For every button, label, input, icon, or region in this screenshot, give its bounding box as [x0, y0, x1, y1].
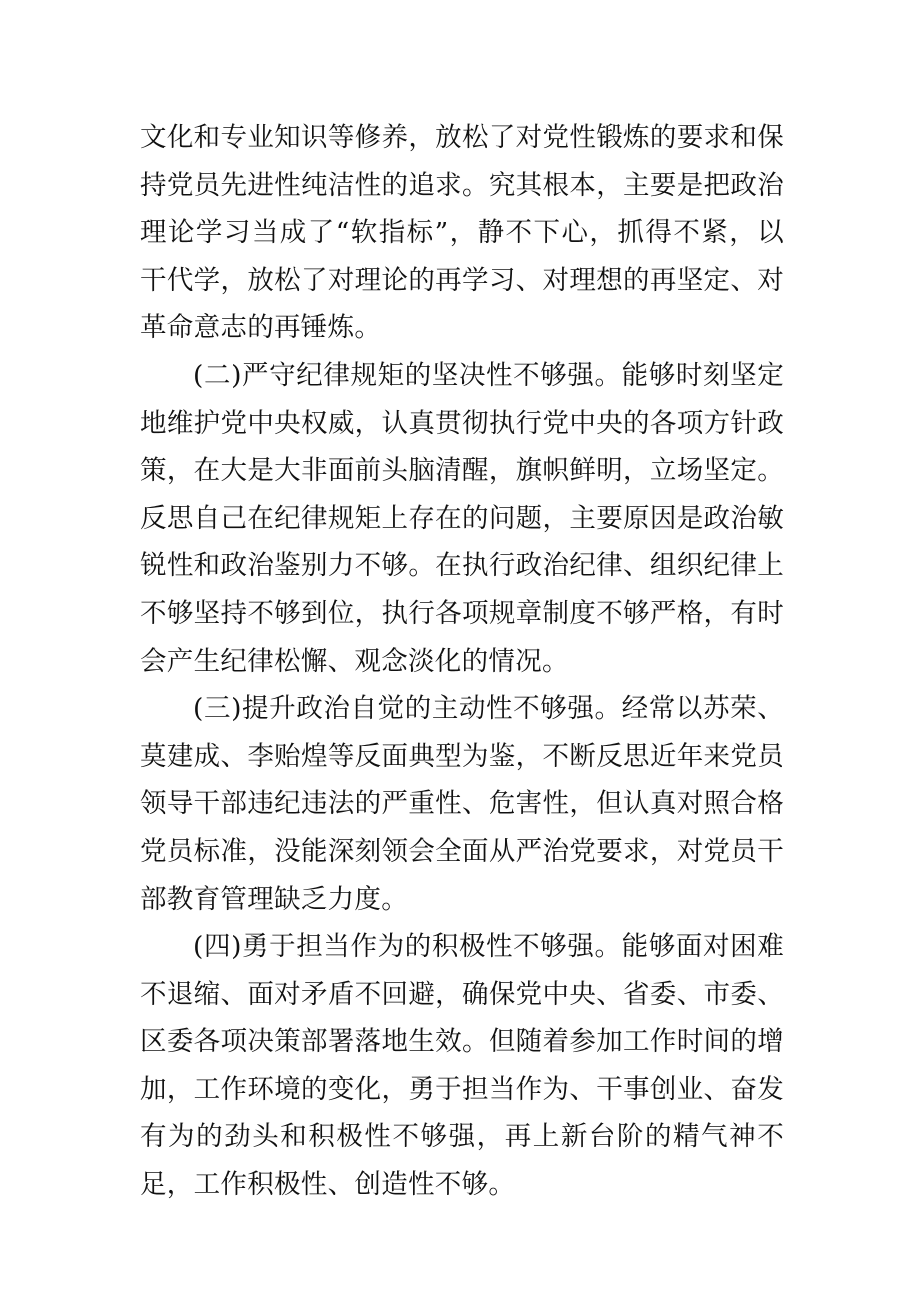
paragraph-section-two: (二)严守纪律规矩的坚决性不够强。能够时刻坚定地维护党中央权威，认真贯彻执行党中央的各项方针政策，在大是大非面前头脑清醒，旗帜鲜明，立场坚定。反思自己在纪律规矩上存在的问题，主要原因是政治敏锐性和政治鉴别力不够。在执行政治纪律、组织纪律上不够坚持不够到位，执行各项规章制度不够严格，有时会产生纪律松懈、观念淡化的情况。 — [140, 359, 784, 677]
paragraph-section-three: (三)提升政治自觉的主动性不够强。经常以苏荣、莫建成、李贻煌等反面典型为鉴，不断反思近年来党员领导干部违纪违法的严重性、危害性，但认真对照合格党员标准，没能深刻领会全面从严治党要求，对党员干部教育管理缺乏力度。 — [140, 693, 784, 915]
document-body — [140, 114, 784, 1209]
paragraph-continuation: 文化和专业知识等修养，放松了对党性锻炼的要求和保持党员先进性纯洁性的追求。究其根本，主要是把政治理论学习当成了“软指标”，静不下心，抓得不紧，以干代学，放松了对理论的再学习、对理想的再坚定、对革命意志的再锤炼。 — [140, 122, 784, 344]
paragraph-section-four: (四)勇于担当作为的积极性不够强。能够面对困难不退缩、面对矛盾不回避，确保党中央、省委、市委、区委各项决策部署落地生效。但随着参加工作时间的增加，工作环境的变化，勇于担当作为、干事创业、奋发有为的劲头和积极性不够强，再上新台阶的精气神不足，工作积极性、创造性不够。 — [140, 931, 784, 1201]
